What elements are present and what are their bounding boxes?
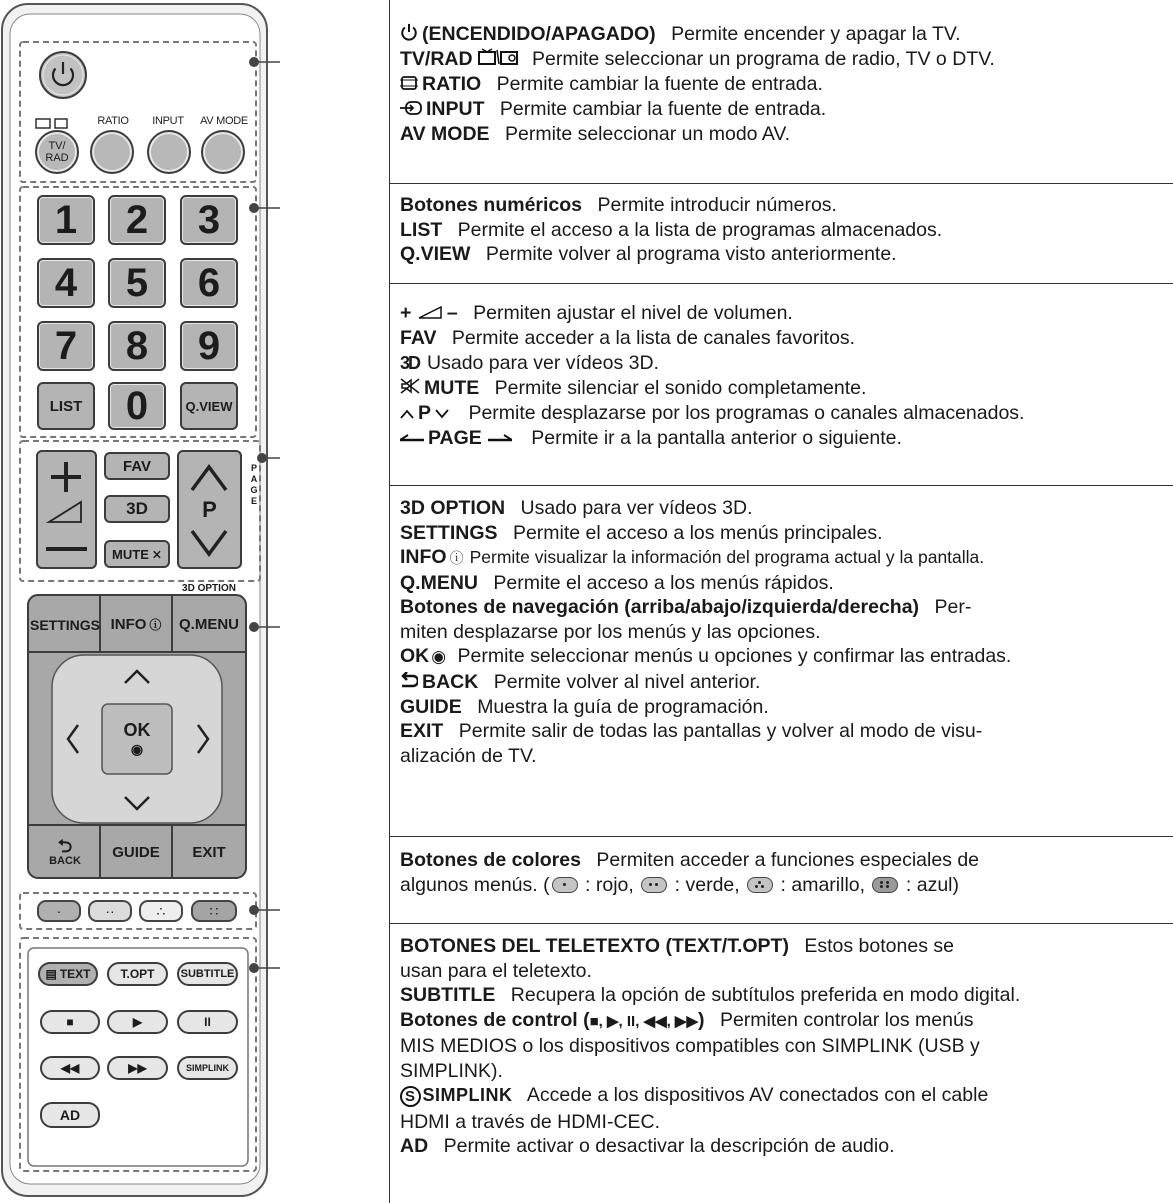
text-label: TEXT (59, 967, 91, 981)
number-5-button[interactable]: 5 (108, 258, 166, 308)
av-mode-button[interactable] (201, 130, 245, 174)
nav-term: Botones de navegación (arriba/abajo/izquierda/derecha) (400, 596, 920, 618)
line-ratio (400, 72, 1173, 97)
program-rocker[interactable] (178, 451, 241, 568)
blue-dot-icon (872, 877, 898, 893)
line-back (400, 670, 1173, 695)
chevron-up-icon (400, 401, 414, 426)
line-volume (400, 301, 1173, 326)
tvrad-desc: Permite seleccionar un programa de radio, TV o DTV. (532, 48, 995, 71)
list-button[interactable]: LIST (37, 382, 95, 430)
control-term: Botones de control ( (400, 1008, 590, 1031)
line-page (400, 426, 1173, 451)
program-p-label: P (202, 496, 217, 522)
yellow-button[interactable]: ∴ (139, 900, 183, 922)
simplink-desc-b: HDMI a través de HDMI-CEC. (400, 1110, 661, 1133)
line-power (400, 22, 1173, 47)
vol-minus: – (446, 302, 458, 324)
line-teletext-cont (400, 959, 1173, 984)
ratio-term: RATIO (422, 73, 482, 96)
simplink-logo-text: SIMPLINK (422, 1085, 513, 1105)
line-control-cont (400, 1034, 1173, 1059)
play-button[interactable] (107, 1010, 168, 1034)
settings-term: SETTINGS (400, 521, 498, 544)
page-side-label (248, 463, 260, 507)
volume-triangle-icon (417, 302, 443, 327)
3d-icon: 3D (400, 353, 420, 374)
stop-icon: ■ (66, 1015, 74, 1029)
back-icon (400, 670, 418, 695)
left-arrow-button[interactable] (56, 712, 96, 766)
guide-button[interactable]: GUIDE (112, 843, 160, 861)
input-term: INPUT (426, 98, 485, 121)
back-desc: Permite volver al nivel anterior. (493, 670, 761, 693)
avmode-label: AV MODE (200, 115, 248, 127)
line-control (400, 1008, 1173, 1035)
down-arrow-button[interactable] (110, 778, 164, 818)
stop-button[interactable] (40, 1010, 100, 1034)
mute-icon (400, 376, 420, 401)
tvrad-button[interactable] (35, 130, 79, 174)
subtitle-term: SUBTITLE (400, 984, 496, 1006)
qview-term: Q.VIEW (400, 243, 471, 265)
ok-button[interactable] (102, 704, 172, 774)
green-dot-icon (641, 877, 667, 893)
description-table (389, 0, 1173, 1203)
exit-desc-a: Permite salir de todas las pantallas y volver al modo de visu- (458, 720, 983, 743)
list-desc: Permite el acceso a la lista de programas almacenados. (457, 218, 943, 241)
program-desc: Permite desplazarse por los programas o canales almacenados. (468, 401, 1025, 424)
fast-forward-icon: ▶▶ (128, 1061, 147, 1075)
number-8-button[interactable]: 8 (108, 321, 166, 371)
row-number-group (390, 183, 1173, 283)
power-icon (40, 52, 86, 98)
qmenu-button[interactable]: Q.MENU (179, 616, 239, 633)
line-3d (400, 351, 1173, 376)
line-exit-cont (400, 744, 1173, 769)
qmenu-term: Q.MENU (400, 571, 478, 594)
pause-button[interactable] (177, 1010, 238, 1034)
page-letter: G (250, 485, 258, 495)
ok-label: OK (123, 720, 151, 740)
rewind-icon: ◀◀ (60, 1061, 80, 1075)
line-numbers (400, 193, 1173, 218)
chevron-down-icon (435, 401, 449, 426)
info-icon: ⓘ (449, 550, 464, 566)
teletext-desc-b: usan para el teletexto. (400, 959, 592, 982)
avmode-desc: Permite seleccionar un modo AV. (504, 123, 791, 146)
blue-button[interactable]: ∷ (191, 900, 237, 922)
nav-desc-a: Per- (934, 596, 972, 618)
input-icon (400, 98, 422, 123)
right-arrow-button[interactable] (178, 712, 218, 766)
colors-text-e: : azul) (905, 873, 960, 896)
ok-icon: ◉ (130, 741, 144, 757)
line-mute (400, 376, 1173, 401)
qmenu-desc: Permite el acceso a los menús rápidos. (493, 571, 834, 594)
number-4-button[interactable]: 4 (37, 258, 95, 308)
colors-text-a: algunos menús. ( (400, 873, 550, 896)
line-guide (400, 695, 1173, 720)
info-desc: Permite visualizar la información del programa actual y la pantalla. (469, 547, 985, 567)
line-colors (400, 848, 1173, 873)
3d-button[interactable]: 3D (104, 495, 170, 523)
control-symbols: ■, ▶, II, ◀◀, ▶▶ (589, 1012, 699, 1030)
exit-button[interactable]: EXIT (192, 843, 226, 861)
fav-desc: Permite acceder a la lista de canales favoritos. (451, 327, 856, 350)
volume-rocker[interactable] (37, 451, 96, 568)
line-simplink (400, 1083, 1173, 1110)
page-letter: A (250, 474, 258, 484)
mute-desc: Permite silenciar el sonido completamente. (494, 376, 867, 399)
mute-speaker-icon: ⨯ (151, 547, 162, 561)
ad-desc: Permite activar o desactivar la descripción de audio. (443, 1135, 895, 1157)
fav-button[interactable]: FAV (104, 452, 170, 480)
line-list (400, 218, 1173, 243)
ok-desc: Permite seleccionar menús u opciones y confirmar las entradas. (457, 645, 1012, 667)
3doption-desc: Usado para ver vídeos 3D. (520, 497, 753, 519)
ok-icon: ◉ (431, 647, 447, 666)
ad-term: AD (400, 1135, 429, 1157)
back-icon: ⮌ (57, 836, 73, 856)
up-arrow-button[interactable] (110, 660, 164, 700)
power-icon (400, 23, 418, 48)
pause-icon: II (204, 1015, 211, 1029)
simplink-s-icon: S (400, 1086, 421, 1107)
input-label: INPUT (152, 115, 184, 127)
nav-desc-b: miten desplazarse por los menús y las opciones. (400, 620, 821, 643)
line-nav (400, 595, 1173, 620)
teletext-term: BOTONES DEL TELETEXTO (TEXT/T.OPT) (400, 935, 789, 957)
fav-term: FAV (400, 327, 437, 350)
avmode-term: AV MODE (400, 123, 490, 146)
vol-plus: + (400, 302, 412, 324)
colors-text-c: : verde, (674, 873, 740, 896)
line-exit (400, 719, 1173, 744)
mute-label: MUTE (112, 546, 149, 562)
3d-desc: Usado para ver vídeos 3D. (427, 351, 659, 374)
page-left-icon (400, 426, 424, 451)
ratio-label: RATIO (97, 115, 129, 127)
line-teletext (400, 934, 1173, 959)
row-navigation-group (390, 485, 1173, 836)
remote-control-illustration (0, 0, 280, 1203)
line-info (400, 545, 1173, 571)
info-button[interactable] (100, 597, 172, 652)
colors-term: Botones de colores (400, 849, 581, 871)
ratio-button[interactable] (90, 130, 134, 174)
subtitle-desc: Recupera la opción de subtítulos preferida en modo digital. (510, 984, 1021, 1006)
number-7-button[interactable]: 7 (37, 321, 95, 371)
text-icon: ▤ (45, 967, 57, 981)
qview-button[interactable]: Q.VIEW (180, 382, 238, 430)
input-button[interactable] (147, 130, 191, 174)
page-right-icon (488, 426, 512, 451)
control-desc-a: Permiten controlar los menús (719, 1008, 974, 1031)
line-simplink-cont (400, 1110, 1173, 1135)
line-tvrad (400, 47, 1173, 72)
page-term: PAGE (428, 426, 482, 449)
colors-text-d: : amarillo, (780, 873, 866, 896)
page-letter: E (250, 496, 257, 506)
number-1-button[interactable]: 1 (37, 195, 95, 245)
3d-option-label: 3D OPTION (182, 583, 236, 594)
tvrad-line1: TV/ (48, 140, 66, 152)
line-input (400, 97, 1173, 122)
green-button[interactable]: ·· (88, 900, 132, 922)
control-desc-b: MIS MEDIOS o los dispositivos compatibles con SIMPLINK (USB y (400, 1035, 980, 1057)
tv-radio-icon (478, 48, 518, 73)
mute-term: MUTE (424, 376, 480, 399)
teletext-desc-a: Estos botones se (804, 935, 954, 957)
play-icon: ▶ (132, 1015, 143, 1029)
tvrad-line2: RAD (45, 152, 69, 164)
red-dot-icon (552, 877, 578, 893)
numbers-desc: Permite introducir números. (597, 194, 837, 216)
number-3-button[interactable]: 3 (180, 195, 238, 245)
line-qmenu (400, 571, 1173, 596)
number-9-button[interactable]: 9 (180, 321, 238, 371)
colors-desc: Permiten acceder a funciones especiales de (596, 849, 980, 871)
line-subtitle (400, 983, 1173, 1008)
line-nav-cont (400, 620, 1173, 645)
page-letter: P (250, 463, 257, 473)
line-settings (400, 521, 1173, 546)
line-avmode (400, 122, 1173, 147)
fast-forward-button[interactable] (107, 1056, 168, 1080)
number-2-button[interactable]: 2 (108, 195, 166, 245)
guide-desc: Muestra la guía de programación. (477, 695, 769, 718)
back-label: BACK (49, 855, 81, 867)
qview-desc: Permite volver al programa visto anteriormente. (485, 243, 897, 265)
info-label: INFO (110, 616, 147, 633)
simplink-desc-a: Accede a los dispositivos AV conectados con el cable (526, 1084, 989, 1106)
line-ok (400, 644, 1173, 670)
ok-term: OK (400, 645, 430, 667)
list-term: LIST (400, 218, 443, 241)
simplink-logo (400, 1085, 513, 1105)
info-icon: ⓘ (149, 618, 162, 632)
red-button[interactable]: · (37, 900, 81, 922)
page-desc: Permite ir a la pantalla anterior o siguiente. (531, 426, 902, 449)
info-term: INFO (400, 546, 447, 568)
exit-term: EXIT (400, 720, 444, 743)
tvrad-term: TV/RAD (400, 48, 473, 71)
ad-button[interactable]: AD (40, 1102, 100, 1128)
row-teletext-group (390, 923, 1173, 1203)
settings-desc: Permite el acceso a los menús principales. (512, 521, 883, 544)
colors-text-b: : rojo, (585, 873, 634, 896)
back-button[interactable] (30, 827, 100, 877)
row-power-group (390, 0, 1173, 183)
simplink-button[interactable]: SIMPLINK (177, 1056, 238, 1080)
row-color-group (390, 836, 1173, 923)
ratio-desc: Permite cambiar la fuente de entrada. (496, 73, 823, 96)
topt-button[interactable]: T.OPT (107, 962, 168, 986)
power-desc: Permite encender y apagar la TV. (671, 23, 961, 45)
number-0-button[interactable]: 0 (108, 382, 166, 430)
rewind-button[interactable] (40, 1056, 100, 1080)
line-fav (400, 326, 1173, 351)
subtitle-button[interactable]: SUBTITLE (177, 962, 238, 986)
mute-button[interactable] (104, 540, 170, 568)
line-colors-cont (400, 873, 1173, 898)
ratio-icon (400, 73, 418, 98)
exit-desc-b: alización de TV. (400, 744, 537, 767)
line-program (400, 401, 1173, 426)
numbers-term: Botones numéricos (400, 194, 583, 216)
row-volume-group (390, 283, 1173, 485)
3doption-term: 3D OPTION (400, 497, 506, 519)
settings-button[interactable]: SETTINGS (30, 616, 101, 633)
program-term: P (418, 401, 432, 424)
line-3doption (400, 496, 1173, 521)
line-control-cont2 (400, 1059, 1173, 1084)
yellow-dot-icon (747, 877, 773, 893)
control-close: ) (698, 1008, 705, 1031)
volume-desc: Permiten ajustar el nivel de volumen. (473, 302, 793, 324)
number-6-button[interactable]: 6 (180, 258, 238, 308)
guide-term: GUIDE (400, 695, 462, 718)
control-desc-c: SIMPLINK). (400, 1059, 503, 1082)
line-ad (400, 1134, 1173, 1159)
back-term: BACK (422, 670, 479, 693)
input-desc: Permite cambiar la fuente de entrada. (499, 98, 827, 121)
text-button[interactable] (38, 962, 98, 986)
line-qview (400, 242, 1173, 267)
power-term: (ENCENDIDO/APAGADO) (422, 23, 656, 45)
